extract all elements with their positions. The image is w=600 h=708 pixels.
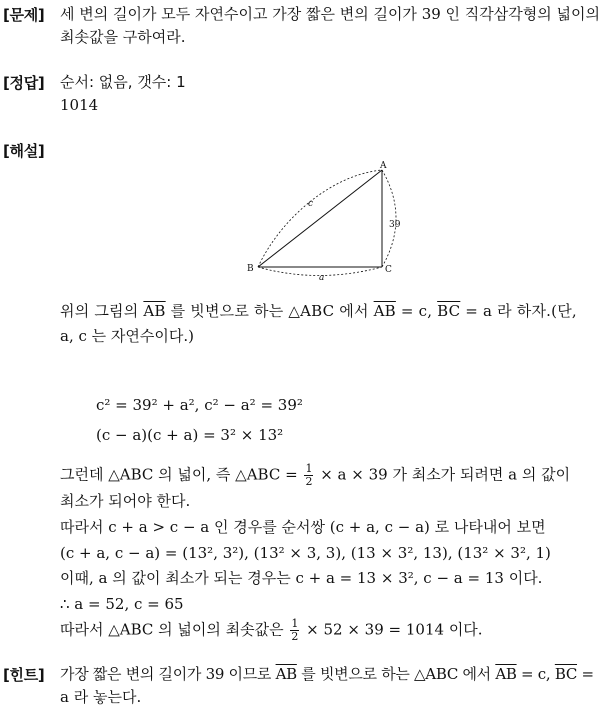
triangle-figure: [240, 160, 410, 282]
side-a-label: a: [319, 273, 325, 283]
problem-text-line-1: 세 변의 길이가 모두 자연수이고 가장 짧은 변의 길이가 39 인 직각삼각형의 넓이의: [60, 5, 600, 23]
arc-39: [382, 170, 396, 267]
answer-label: [정답]: [3, 74, 45, 92]
problem-label: [문제]: [3, 6, 45, 24]
explanation-line-3: 그런데 △ABC 의 넓이, 즉 △ABC = $\frac{1}{2}$ × a × 39 가 최소가 되려면 a 의 값이: [60, 462, 571, 488]
explanation-line-5: 따라서 c + a > c − a 인 경우를 순서쌍 (c + a, c − a) 로 나타내어 보면: [60, 518, 546, 536]
equation-2: (c − a)(c + a) = 3² × 13²: [96, 426, 284, 444]
explanation-line-2: a, c 는 자연수이다.): [60, 327, 194, 345]
answer-value: 1014: [60, 96, 99, 114]
vertex-c-label: C: [385, 265, 392, 275]
problem-text-line-2: 최솟값을 구하여라.: [60, 28, 186, 46]
side-ab: [258, 170, 382, 267]
answer-meta: 순서: 없음, 갯수: 1: [60, 73, 186, 91]
explanation-line-6: (c + a, c − a) = (13², 3²), (13² × 3, 3), (13 × 3², 13), (13² × 3², 1): [60, 544, 551, 562]
explanation-line-1: 위의 그림의 $\overline{AB}$ 를 빗변으로 하는 △ABC 에서 $\overline{AB} = c$, $\overline{BC} = a$ 라 하자.(단,: [60, 302, 577, 320]
vertex-b-label: B: [247, 264, 254, 274]
hint-line-1: 가장 짧은 변의 길이가 39 이므로 $\overline{AB}$ 를 빗변으로 하는 △ABC 에서 $\overline{AB} = c$, $\overline{BC}$ =: [60, 665, 594, 683]
hint-line-2: a 라 놓는다.: [60, 688, 142, 706]
vertex-a-label: A: [380, 161, 387, 171]
explanation-label: [해설]: [3, 142, 45, 160]
hint-label: [힌트]: [3, 666, 45, 684]
explanation-line-9: 따라서 △ABC 의 넓이의 최솟값은 $\frac{1}{2}$ × 52 × 39 = 1014 이다.: [60, 617, 483, 643]
equation-1: c² = 39² + a², c² − a² = 39²: [96, 396, 303, 414]
fraction-half-2: $\frac{1}{2}$: [291, 617, 299, 643]
side-c-label: c: [308, 199, 314, 209]
explanation-line-8: ∴ a = 52, c = 65: [60, 595, 184, 613]
side-39-label: 39: [389, 220, 401, 230]
explanation-line-7: 이때, a 의 값이 최소가 되는 경우는 c + a = 13 × 3², c − a = 13 이다.: [60, 569, 543, 587]
explanation-line-4: 최소가 되어야 한다.: [60, 492, 191, 510]
fraction-half: $\frac{1}{2}$: [305, 462, 313, 488]
